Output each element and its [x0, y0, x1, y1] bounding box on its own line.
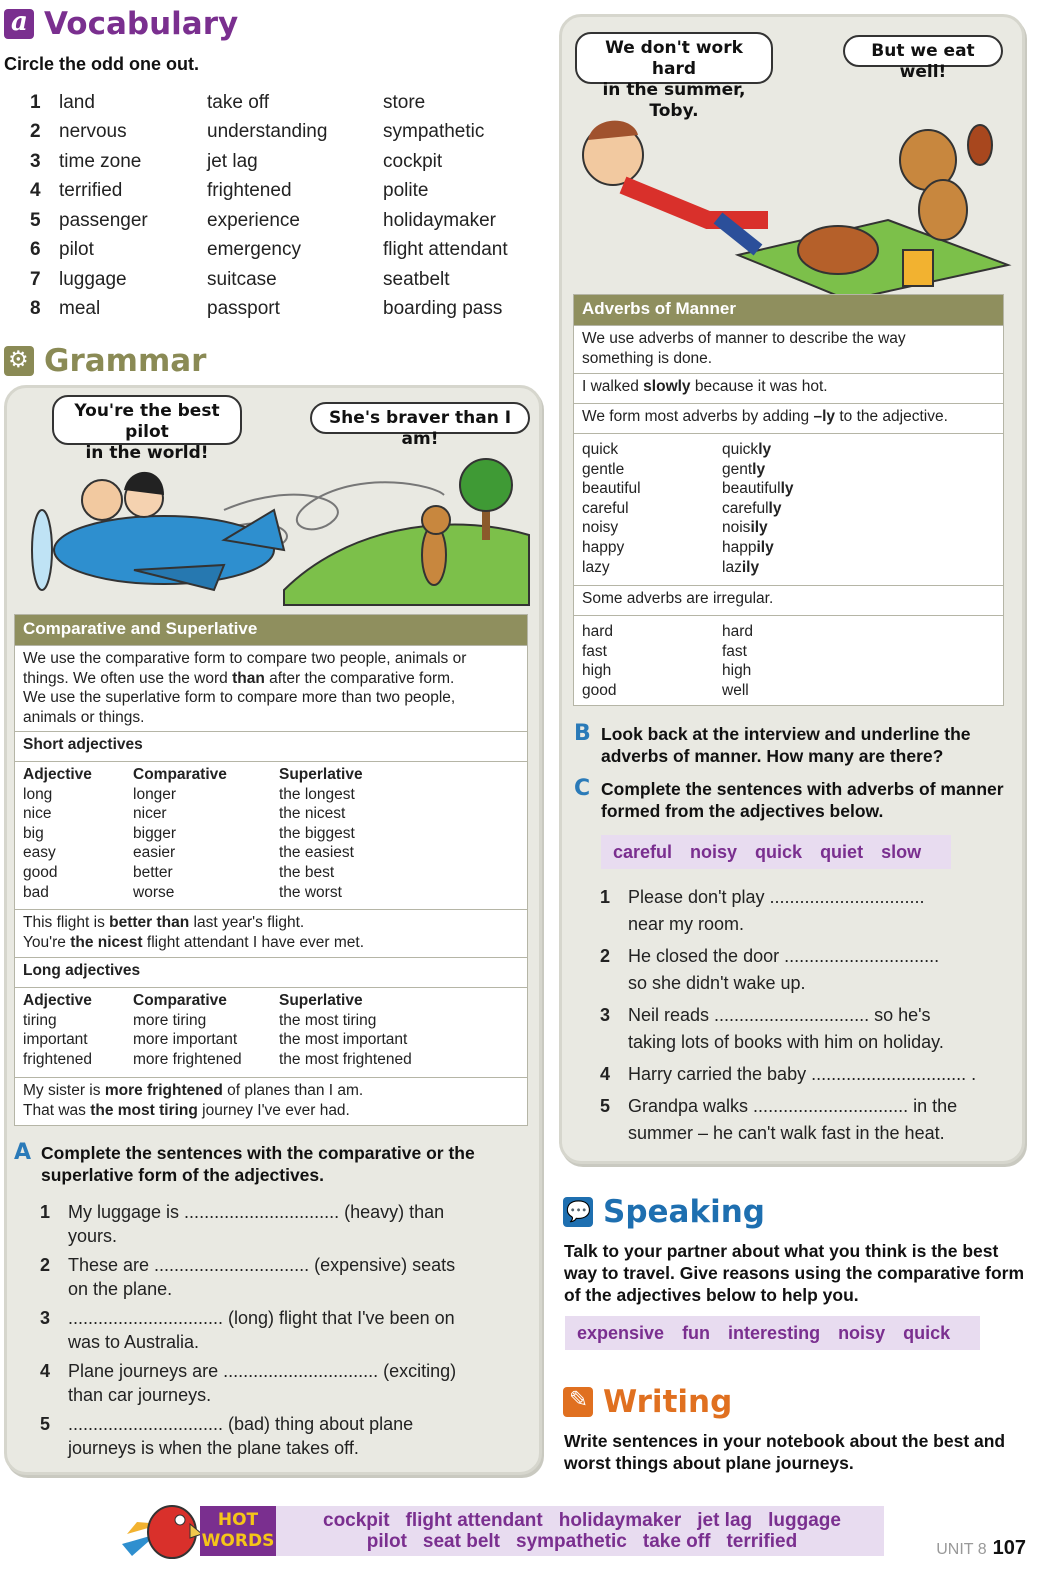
vocabulary-title: Vocabulary [44, 6, 239, 42]
table-cell: easier [133, 844, 176, 862]
vocab-number: 2 [30, 121, 41, 143]
adverb-suffix: ily [750, 519, 768, 537]
item-line: near my room. [628, 914, 745, 934]
roast-turkey [798, 226, 878, 274]
item-line: These are ............................... (expensive) seats [68, 1255, 456, 1275]
vocab-word: suitcase [207, 268, 277, 290]
table-cell: more frightened [133, 1050, 242, 1068]
item-text [68, 1306, 455, 1354]
propeller [32, 510, 52, 590]
dog-body [919, 180, 967, 240]
sentence-part: the nicest [70, 933, 143, 951]
adverbs-table-head: Adverbs of Manner [574, 295, 1003, 325]
comparative-table-head: Comparative and Superlative [15, 615, 527, 645]
exercise-item [40, 1306, 530, 1354]
item-number: 3 [600, 1005, 611, 1025]
boy-body [623, 185, 768, 220]
table-cell: the biggest [279, 824, 355, 842]
word-bank-word: sympathetic [516, 1531, 627, 1552]
sentence-part: This flight is [23, 914, 110, 931]
picnic-cartoon [568, 100, 1018, 295]
hot-words-list [282, 1510, 882, 1552]
item-number: 4 [40, 1361, 51, 1381]
comparative-table [14, 614, 528, 1126]
table-cell: longer [133, 785, 177, 803]
exercise-item [40, 1359, 530, 1407]
word-bank-word: quiet [820, 841, 864, 862]
vocab-word: seatbelt [383, 268, 450, 290]
adverb-suffix: ly [780, 480, 794, 498]
exercise-c-letter: C [574, 776, 591, 801]
sentence-part: journey I've ever had. [197, 1101, 350, 1119]
table-cell: the most frightened [279, 1050, 412, 1068]
column-header: Comparative [133, 992, 227, 1009]
item-line: taking lots of books with him on holiday. [628, 1032, 944, 1052]
item-number: 2 [40, 1255, 51, 1275]
vocabulary-instruction: Circle the odd one out. [4, 54, 200, 74]
long-adjectives-label: Long adjectives [15, 957, 527, 987]
column-header: Adjective [23, 766, 92, 783]
adverb-stem: happ [722, 538, 757, 556]
adjective-cell: careful [582, 499, 629, 517]
adverb-column [722, 440, 922, 582]
word-bank-word: holidaymaker [558, 1510, 682, 1531]
item-text [628, 1061, 976, 1088]
exercise-a-heading [14, 1142, 529, 1186]
item-line: Grandpa walks ............................... in the [628, 1096, 958, 1116]
short-adjectives-label: Short adjectives [15, 731, 527, 761]
sentence-part: last year's flight. [189, 914, 305, 931]
item-line: Neil reads ............................... so he's [628, 1005, 931, 1025]
short-adjectives-examples [15, 909, 527, 957]
sentence-part: You're [23, 933, 71, 951]
adverb-stem: quick [722, 441, 759, 458]
speech-icon [563, 1197, 593, 1227]
table-cell: nicer [133, 805, 167, 823]
table-column [133, 765, 279, 906]
word-bank-word: noisy [690, 841, 738, 862]
speaking-title: Speaking [603, 1194, 765, 1230]
adverb-cell [722, 440, 922, 460]
item-text [68, 1200, 444, 1248]
word-bank-word: jet lag [697, 1510, 753, 1531]
exercise-a-letter: A [14, 1140, 32, 1165]
adjective-cell: hard [582, 623, 614, 640]
item-number: 5 [600, 1096, 611, 1116]
vocab-number: 4 [30, 180, 41, 202]
item-number: 4 [600, 1064, 611, 1084]
adverb-cell [722, 460, 922, 480]
item-line: yours. [68, 1226, 118, 1246]
writing-heading [563, 1384, 732, 1420]
grammar-title: Grammar [44, 343, 207, 379]
word-bank-word: fun [682, 1322, 711, 1343]
regular-adverbs-list [574, 433, 1003, 585]
item-number: 1 [600, 887, 611, 907]
writing-title: Writing [603, 1384, 733, 1420]
word-bank-word: careful [613, 841, 673, 862]
word-bank-word: quick [755, 841, 803, 862]
table-cell: bad [23, 883, 49, 901]
example-sentence [23, 913, 519, 933]
irregular-adverbs-list [574, 615, 1003, 707]
grammar-heading [4, 343, 206, 379]
table-column [23, 765, 133, 906]
adverbs-example: I walked slowly because it was hot. [574, 373, 1003, 403]
table-cell: worse [133, 883, 175, 901]
adverb-suffix: ily [756, 538, 774, 556]
example-sentence [23, 933, 519, 953]
table-cell: tiring [23, 1011, 57, 1029]
table-cell: the longest [279, 785, 355, 803]
bubble-line: You're the best pilot [74, 401, 220, 442]
exercise-b-instruction: Look back at the interview and underline the adverbs of manner. How many are there? [601, 724, 971, 766]
adjective-cell: fast [582, 642, 607, 660]
word-bank-word: take off [642, 1531, 711, 1552]
exercise-item [40, 1200, 530, 1248]
vocab-row [30, 295, 550, 325]
item-number: 1 [40, 1202, 51, 1222]
exercise-c-list [600, 884, 1010, 1152]
table-cell: the most important [279, 1031, 408, 1049]
table-cell: frightened [23, 1050, 92, 1068]
table-cell: the nicest [279, 805, 346, 823]
vocab-word: flight attendant [383, 239, 508, 261]
vocabulary-icon [4, 9, 34, 39]
adverb-stem: laz [722, 558, 742, 576]
adverb-suffix: ily [741, 558, 760, 576]
vocab-row [30, 236, 550, 266]
short-adjectives-table [15, 761, 527, 909]
item-text [628, 1002, 944, 1056]
speech-bubble-pilot [52, 395, 242, 463]
item-line: Harry carried the baby ............................... . [628, 1064, 977, 1084]
vocab-word: cockpit [383, 150, 443, 172]
chicken-leg [968, 125, 992, 165]
item-number: 2 [600, 946, 611, 966]
exercise-item [600, 884, 1010, 938]
sentence-part: of planes than I am. [222, 1082, 364, 1099]
vocab-row [30, 88, 550, 118]
sentence-part: My sister is [23, 1082, 105, 1099]
item-line: Plane journeys are ............................... (exciting) [68, 1361, 457, 1381]
speaking-word-bank [565, 1316, 980, 1350]
adverb-stem: gent [722, 460, 753, 478]
word-bank-word: noisy [838, 1322, 886, 1343]
adjective-cell: lazy [582, 558, 610, 576]
word-bank-word: cockpit [323, 1510, 390, 1531]
vocab-word: take off [207, 91, 269, 113]
column-header: Superlative [279, 992, 363, 1009]
vocab-word: store [383, 91, 426, 113]
example-sentence [23, 1101, 519, 1121]
item-line: on the plane. [68, 1279, 173, 1299]
speech-bubble-boy [575, 32, 773, 121]
adverb-cell: well [722, 681, 749, 699]
speaking-instruction: Talk to your partner about what you think is the best way to travel. Give reasons using the comparative form of the adjectives below to help you. [564, 1241, 1025, 1305]
vocab-word: sympathetic [383, 121, 485, 143]
word-bank-word: slow [881, 841, 922, 862]
adverbs-table [573, 294, 1004, 706]
parrot-icon [112, 1494, 202, 1566]
hot-words-label: HOT WORDS [200, 1506, 276, 1556]
sentence-part: better than [109, 914, 190, 931]
gear-icon [4, 346, 34, 376]
exercise-b-heading [574, 723, 1014, 767]
item-line: My luggage is ............................... (heavy) than [68, 1202, 445, 1222]
vocab-number: 6 [30, 239, 41, 261]
vocab-word: polite [383, 180, 429, 202]
adjective-cell: good [582, 681, 617, 699]
vocabulary-heading [4, 6, 238, 42]
vocab-word: passport [207, 298, 280, 320]
vocab-number: 1 [30, 91, 41, 113]
writing-instruction: Write sentences in your notebook about the best and worst things about plane journeys. [564, 1431, 1006, 1473]
vocab-word: pilot [59, 239, 94, 261]
speaking-heading [563, 1194, 765, 1230]
adverb-suffix: ly [758, 441, 772, 458]
adverb-cell: high [722, 662, 752, 680]
vocab-row [30, 177, 550, 207]
exercise-c-heading [574, 778, 1014, 822]
tree-top [460, 459, 512, 511]
item-line: journeys is when the plane takes off. [68, 1438, 359, 1458]
vocab-word: passenger [59, 209, 148, 231]
pencil-icon [563, 1387, 593, 1417]
adverb-cell [722, 518, 922, 538]
adverb-stem: careful [722, 499, 769, 517]
long-adjectives-table [15, 987, 527, 1077]
column-header: Superlative [279, 766, 363, 783]
table-cell: the best [279, 863, 335, 881]
table-column [279, 765, 509, 906]
table-cell: big [23, 824, 44, 842]
vocab-word: jet lag [207, 150, 258, 172]
word-bank-word: terrified [726, 1531, 798, 1552]
adverb-cell: fast [722, 642, 747, 660]
adjective-cell: gentle [582, 460, 625, 478]
table-cell: the most tiring [279, 1011, 377, 1029]
word-bank-word: flight attendant [405, 1510, 543, 1531]
plane-cartoon [14, 440, 534, 610]
page-footer [936, 1537, 1026, 1560]
sentence-part: flight attendant I have ever met. [142, 933, 365, 951]
bubble-line: in the summer, Toby. [602, 80, 746, 121]
word-bank-word: luggage [768, 1510, 841, 1531]
vocab-word: understanding [207, 121, 328, 143]
item-line: was to Australia. [68, 1332, 200, 1352]
unit-label: UNIT 8 [936, 1541, 987, 1558]
exercise-a-list [40, 1200, 530, 1465]
item-text [628, 943, 939, 997]
item-text [68, 1359, 456, 1407]
table-cell: good [23, 863, 58, 881]
adjective-column [582, 440, 722, 582]
adjective-column [582, 622, 722, 704]
item-number: 5 [40, 1414, 51, 1434]
item-line: Please don't play ............................... [628, 887, 925, 907]
adjective-cell: high [582, 662, 612, 680]
adverb-cell [722, 499, 922, 519]
word-bank-word: expensive [577, 1322, 665, 1343]
vocab-row [30, 206, 550, 236]
column-header: Adjective [23, 992, 92, 1009]
irregular-label: Some adverbs are irregular. [574, 585, 1003, 615]
bubble-line: We don't work hard [605, 38, 743, 79]
exercise-c-word-bank [601, 835, 951, 869]
table-cell: important [23, 1031, 88, 1049]
adverb-cell [722, 558, 922, 578]
sentence-part: the most tiring [90, 1101, 198, 1119]
exercise-b-letter: B [574, 721, 591, 746]
item-line: ............................... (long) flight that I've been on [68, 1308, 455, 1328]
vocabulary-list [30, 88, 550, 324]
vocab-word: meal [59, 298, 101, 320]
vocab-word: frightened [207, 180, 292, 202]
vocab-number: 5 [30, 209, 41, 231]
word-bank-word: pilot [366, 1531, 407, 1552]
exercise-item [600, 1002, 1010, 1056]
table-cell: nice [23, 805, 52, 823]
table-column [133, 991, 279, 1074]
vocab-number: 8 [30, 298, 41, 320]
item-line: summer – he can't walk fast in the heat. [628, 1123, 945, 1143]
vocab-number: 3 [30, 150, 41, 172]
adverb-column [722, 622, 922, 704]
exercise-item [600, 1093, 1010, 1147]
table-cell: more important [133, 1031, 238, 1049]
word-bank-word: quick [903, 1322, 951, 1343]
adjective-cell: happy [582, 538, 625, 556]
item-number: 3 [40, 1308, 51, 1328]
comparative-intro: We use the comparative form to compare two people, animals or things. We often use the word than after the comparative form. We use the superlative form to compare more than two people, animals or things. [15, 645, 527, 731]
adverb-cell [722, 538, 922, 558]
table-cell: more tiring [133, 1011, 207, 1029]
table-cell: better [133, 863, 173, 881]
vocab-word: luggage [59, 268, 127, 290]
vocab-word: terrified [59, 180, 123, 202]
exercise-item [600, 1061, 1010, 1088]
adjective-cell: noisy [582, 519, 619, 537]
vocab-number: 7 [30, 268, 41, 290]
speech-bubble-dog: She's braver than I am! [310, 402, 530, 434]
item-line: ............................... (bad) thing about plane [68, 1414, 414, 1434]
vocab-word: nervous [59, 121, 127, 143]
table-cell: bigger [133, 824, 177, 842]
table-column [279, 991, 509, 1074]
adverb-stem: beautiful [722, 480, 781, 498]
vocab-word: emergency [207, 239, 301, 261]
exercise-c-instruction: Complete the sentences with adverbs of manner formed from the adjectives below. [601, 779, 1004, 821]
adjective-cell: quick [582, 441, 619, 458]
vocab-word: experience [207, 209, 300, 231]
pilot-face [82, 480, 122, 520]
page-number: 107 [992, 1537, 1026, 1559]
juice-carton [903, 250, 933, 286]
column-header: Comparative [133, 766, 227, 783]
vocab-row [30, 265, 550, 295]
adverbs-rule: We form most adverbs by adding –ly to the adjective. [574, 403, 1003, 433]
item-line: He closed the door ............................... [628, 946, 940, 966]
word-bank-word: interesting [728, 1322, 821, 1343]
item-line: so she didn't wake up. [628, 973, 806, 993]
adverb-stem: nois [722, 519, 751, 537]
sentence-part: That was [23, 1101, 91, 1119]
item-line: than car journeys. [68, 1385, 212, 1405]
bubble-line: in the world! [85, 443, 209, 463]
vocab-word: boarding pass [383, 298, 503, 320]
exercise-item [40, 1253, 530, 1301]
table-column [23, 991, 133, 1074]
table-cell: easy [23, 844, 56, 862]
vocab-word: holidaymaker [383, 209, 496, 231]
exercise-a-instruction: Complete the sentences with the comparative or the superlative form of the adjectives. [41, 1143, 475, 1185]
exercise-item [600, 943, 1010, 997]
adverb-cell [722, 479, 922, 499]
speech-bubble-toby: But we eat well! [843, 35, 1003, 67]
example-sentence [23, 1081, 519, 1101]
adverb-suffix: ly [768, 499, 782, 517]
vocab-word: time zone [59, 150, 142, 172]
long-adjectives-examples [15, 1077, 527, 1125]
item-text [628, 884, 925, 938]
item-text [68, 1253, 455, 1301]
adjective-cell: beautiful [582, 480, 641, 498]
item-text [68, 1412, 413, 1460]
table-cell: the worst [279, 883, 342, 901]
exercise-item [40, 1412, 530, 1460]
word-bank-word: seat belt [422, 1531, 500, 1552]
table-cell: long [23, 785, 53, 803]
vocab-word: land [59, 91, 95, 113]
hill [284, 524, 529, 605]
vocab-row [30, 147, 550, 177]
adverb-cell: hard [722, 623, 754, 640]
table-cell: the easiest [279, 844, 354, 862]
item-text [628, 1093, 957, 1147]
vocab-row [30, 118, 550, 148]
sentence-part: more frightened [104, 1082, 223, 1099]
adverbs-intro: We use adverbs of manner to describe the way something is done. [574, 325, 1003, 373]
adverb-suffix: ly [752, 460, 766, 478]
